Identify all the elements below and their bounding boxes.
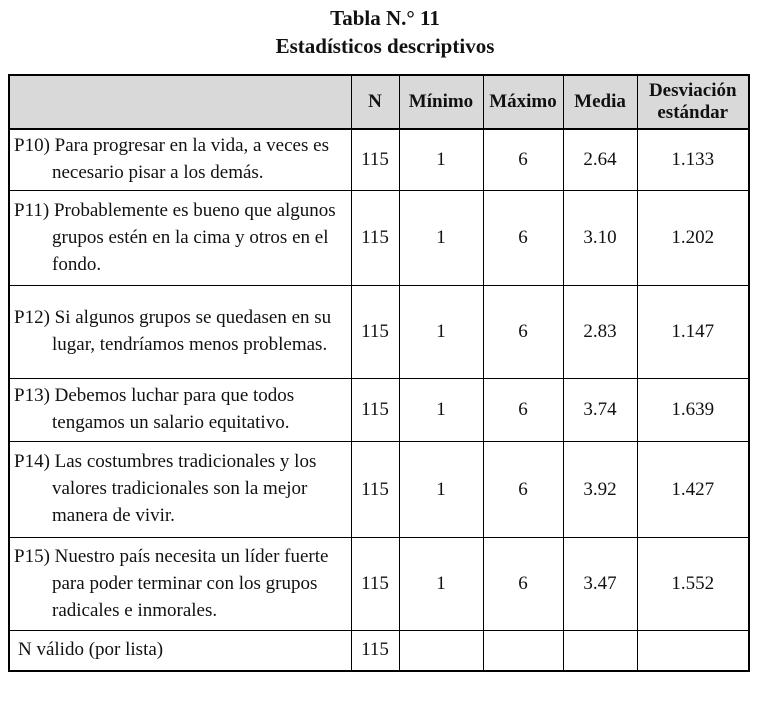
- row-label: P11) Probablemente es bueno que algunos grupos estén en la cima y otros en el fondo.: [14, 199, 336, 275]
- table-row: [9, 379, 749, 442]
- row-label: P10) Para progresar en la vida, a veces es necesario pisar a los demás.: [14, 135, 329, 183]
- table-row: [9, 129, 749, 191]
- table-row: [9, 442, 749, 538]
- header-min: Mínimo: [399, 75, 483, 129]
- cell-max: 6: [483, 538, 563, 631]
- cell-n: 115: [351, 379, 399, 442]
- cell-min: 1: [399, 129, 483, 191]
- table-row: [9, 286, 749, 379]
- cell-min: 1: [399, 379, 483, 442]
- header-row: [9, 75, 749, 129]
- cell-max: 6: [483, 191, 563, 286]
- cell-sd: 1.639: [637, 379, 749, 442]
- descriptive-stats-table: [8, 74, 750, 672]
- empty-cell: [637, 631, 749, 671]
- header-item: [9, 75, 351, 129]
- cell-mean: 3.74: [563, 379, 637, 442]
- cell-sd: 1.552: [637, 538, 749, 631]
- cell-n: 115: [351, 286, 399, 379]
- cell-n: 115: [351, 538, 399, 631]
- cell-max: 6: [483, 442, 563, 538]
- cell-sd: 1.202: [637, 191, 749, 286]
- row-label: P12) Si algunos grupos se quedasen en su lugar, tendríamos menos problemas.: [14, 307, 332, 355]
- cell-sd: 1.427: [637, 442, 749, 538]
- cell-min: 1: [399, 442, 483, 538]
- cell-n: 115: [351, 191, 399, 286]
- title-block: [0, 4, 770, 60]
- cell-n: 115: [351, 442, 399, 538]
- table-row: [9, 191, 749, 286]
- cell-min: 1: [399, 191, 483, 286]
- cell-max: 6: [483, 129, 563, 191]
- cell-min: 1: [399, 538, 483, 631]
- row-label: P13) Debemos luchar para que todos tengamos un salario equitativo.: [14, 385, 295, 433]
- table-row: [9, 538, 749, 631]
- cell-max: 6: [483, 286, 563, 379]
- cell-sd: 1.147: [637, 286, 749, 379]
- header-max: Máximo: [483, 75, 563, 129]
- row-label: P15) Nuestro país necesita un líder fuerte para poder terminar con los grupos radicales e inmorales.: [14, 545, 329, 621]
- table-number-title: Tabla N.° 11: [330, 6, 440, 30]
- cell-max: 6: [483, 379, 563, 442]
- cell-min: 1: [399, 286, 483, 379]
- valid-n-value: 115: [351, 631, 399, 671]
- table-caption: Estadísticos descriptivos: [275, 34, 495, 58]
- header-mean: Media: [563, 75, 637, 129]
- empty-cell: [399, 631, 483, 671]
- cell-mean: 2.83: [563, 286, 637, 379]
- valid-n-label: N válido (por lista): [18, 638, 164, 660]
- header-n: N: [351, 75, 399, 129]
- empty-cell: [483, 631, 563, 671]
- cell-mean: 2.64: [563, 129, 637, 191]
- cell-mean: 3.92: [563, 442, 637, 538]
- empty-cell: [563, 631, 637, 671]
- row-label: P14) Las costumbres tradicionales y los valores tradicionales son la mejor manera de vivir.: [14, 451, 317, 526]
- valid-n-row: [9, 631, 749, 671]
- cell-mean: 3.10: [563, 191, 637, 286]
- cell-n: 115: [351, 129, 399, 191]
- header-sd: Desviación estándar: [637, 75, 749, 129]
- cell-mean: 3.47: [563, 538, 637, 631]
- cell-sd: 1.133: [637, 129, 749, 191]
